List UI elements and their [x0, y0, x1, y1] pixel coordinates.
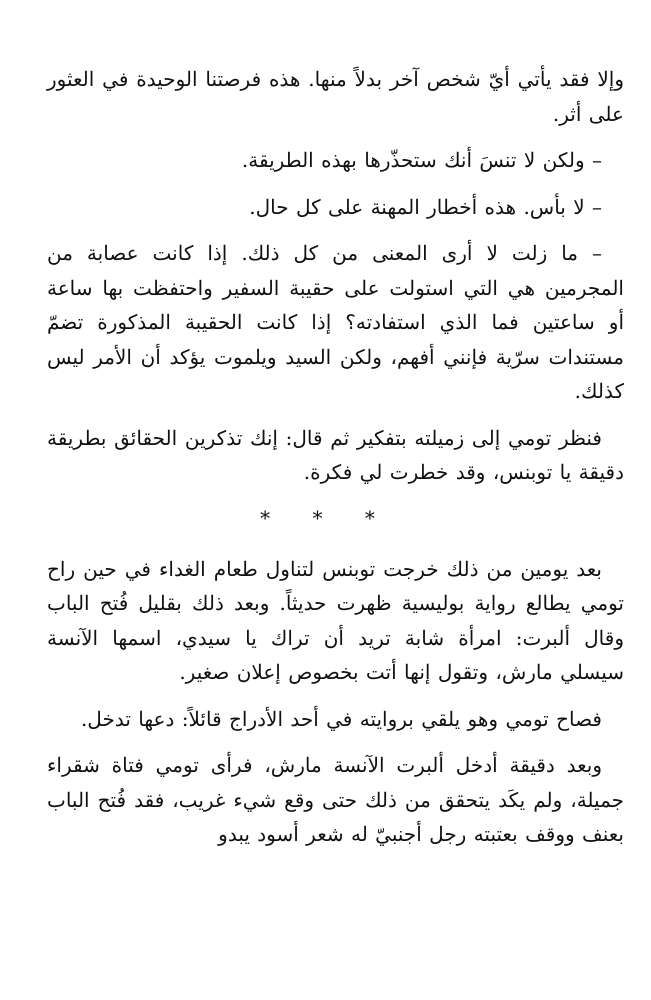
paragraph-1: وإلا فقد يأتي أيّ شخص آخر بدلاً منها. هذه فرصتنا الوحيدة في العثور على أثر.: [47, 67, 624, 126]
paragraph-narration-3: فصاح تومي وهو يلقي بروايته في أحد الأدراج قائلاً: دعها تدخل.: [80, 706, 602, 731]
dialogue-line-3: – ما زلت لا أرى المعنى من كل ذلك. إذا كانت عصابة من المجرمين هي التي استولت على حقيبة السفير واحتفظت بها ساعة أو ساعتين فما الذي استفادته؟ إذا كانت الحقيبة المذكورة تضمّ مستندات سرّية فإنني أفهم، ولكن السيد ويلموت يؤكد أن الأمر ليس كذلك.: [47, 241, 624, 403]
paragraph-narration-2: بعد يومين من ذلك خرجت توبنس لتناول طعام الغداء في حين راح تومي يطالع رواية بوليسية ظهرت حديثاً. وبعد ذلك بقليل فُتح الباب وقال ألبرت: امرأة شابة تريد أن تراك يا سيدي، اسمها الآنسة سيسلي مارش، وتقول إنها أتت بخصوص إعلان صغير.: [47, 556, 624, 684]
paragraph-narration-4: وبعد دقيقة أدخل ألبرت الآنسة مارش، فرأى تومي فتاة شقراء جميلة، ولم يكَد يتحقق من ذلك حتى وقع شيء غريب، فقد فُتح الباب بعنف ووقف بعتبته رجل أجنبيّ له شعر أسود يبدو: [47, 753, 624, 846]
dialogue-line-2: – لا بأس. هذه أخطار المهنة على كل حال.: [249, 194, 602, 219]
dialogue-line-1: – ولكن لا تنسَ أنك ستحذّرها بهذه الطريقة.: [241, 148, 602, 172]
paragraph-narration-1: فنظر تومي إلى زميلته بتفكير ثم قال: إنك تذكرين الحقائق بطريقة دقيقة يا توبنس، وقد خطرت لي فكرة.: [47, 425, 624, 484]
text-column: [47, 62, 624, 864]
section-separator: * * *: [260, 505, 393, 530]
